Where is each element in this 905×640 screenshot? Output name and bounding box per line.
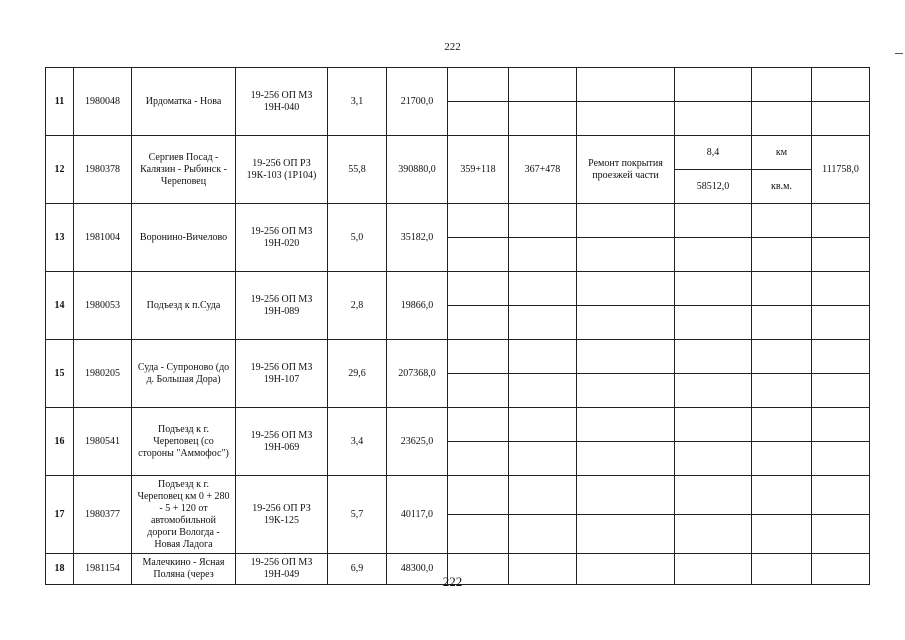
empty-cell: [577, 306, 675, 340]
empty-cell: [448, 476, 509, 515]
empty-cell: [577, 68, 675, 102]
road-area: 207368,0: [387, 340, 448, 408]
empty-cell: [577, 340, 675, 374]
empty-cell: [448, 340, 509, 374]
empty-cell: [752, 340, 812, 374]
road-id: 19-256 ОП МЗ 19Н-049: [236, 554, 328, 585]
empty-cell: [509, 340, 577, 374]
edge-mark: [895, 53, 903, 54]
row-number: 14: [46, 272, 74, 340]
road-code: 1980541: [74, 408, 132, 476]
quantity-m2: 58512,0: [675, 170, 752, 204]
road-code: 1980053: [74, 272, 132, 340]
empty-cell: [675, 408, 752, 442]
empty-cell: [812, 408, 870, 442]
road-length: 6,9: [328, 554, 387, 585]
empty-cell: [812, 68, 870, 102]
road-name: Воронино-Вичелово: [132, 204, 236, 272]
page-number-top: 222: [444, 41, 461, 53]
empty-cell: [448, 442, 509, 476]
empty-cell: [509, 374, 577, 408]
road-length: 29,6: [328, 340, 387, 408]
road-code: 1980205: [74, 340, 132, 408]
road-area: 390880,0: [387, 136, 448, 204]
road-name: Подъезд к п.Суда: [132, 272, 236, 340]
empty-cell: [675, 204, 752, 238]
empty-cell: [448, 204, 509, 238]
empty-cell: [577, 374, 675, 408]
empty-cell: [509, 476, 577, 515]
road-area: 40117,0: [387, 476, 448, 554]
table-row: [46, 476, 870, 515]
empty-cell: [812, 306, 870, 340]
road-name: Ирдоматка - Нова: [132, 68, 236, 136]
empty-cell: [752, 374, 812, 408]
empty-cell: [752, 238, 812, 272]
quantity-km: 8,4: [675, 136, 752, 170]
road-id: 19-256 ОП МЗ 19Н-020: [236, 204, 328, 272]
empty-cell: [752, 68, 812, 102]
road-length: 3,1: [328, 68, 387, 136]
cost: 111758,0: [812, 136, 870, 204]
table-row: [46, 136, 870, 170]
empty-cell: [509, 442, 577, 476]
empty-cell: [448, 408, 509, 442]
empty-cell: [812, 442, 870, 476]
empty-cell: [812, 272, 870, 306]
road-area: 23625,0: [387, 408, 448, 476]
empty-cell: [675, 272, 752, 306]
empty-cell: [448, 374, 509, 408]
road-code: 1980378: [74, 136, 132, 204]
empty-cell: [752, 306, 812, 340]
empty-cell: [752, 476, 812, 515]
road-code: 1981004: [74, 204, 132, 272]
empty-cell: [812, 340, 870, 374]
empty-cell: [752, 408, 812, 442]
empty-cell: [752, 515, 812, 554]
empty-cell: [577, 204, 675, 238]
km-to: 367+478: [509, 136, 577, 204]
empty-cell: [509, 408, 577, 442]
road-code: 1980048: [74, 68, 132, 136]
empty-cell: [752, 442, 812, 476]
road-area: 35182,0: [387, 204, 448, 272]
road-name: Малечкино - Ясная Поляна (через: [132, 554, 236, 585]
empty-cell: [812, 102, 870, 136]
road-id: 19-256 ОП МЗ 19Н-040: [236, 68, 328, 136]
road-name: Подъезд к г. Череповец (со стороны "Аммофос"): [132, 408, 236, 476]
empty-cell: [509, 204, 577, 238]
empty-cell: [675, 476, 752, 515]
row-number: 13: [46, 204, 74, 272]
empty-cell: [675, 102, 752, 136]
road-table: [45, 67, 870, 585]
road-length: 2,8: [328, 272, 387, 340]
road-length: 5,7: [328, 476, 387, 554]
road-name: Подъезд к г. Череповец км 0 + 280 - 5 + 120 от автомобильной дороги Вологда - Новая Ладога: [132, 476, 236, 554]
empty-cell: [577, 102, 675, 136]
table-row: [46, 408, 870, 442]
table-row: [46, 204, 870, 238]
road-length: 3,4: [328, 408, 387, 476]
km-from: 359+118: [448, 136, 509, 204]
road-id: 19-256 ОП РЗ 19К-125: [236, 476, 328, 554]
empty-cell: [752, 272, 812, 306]
empty-cell: [509, 102, 577, 136]
empty-cell: [577, 515, 675, 554]
unit-km: км: [752, 136, 812, 170]
empty-cell: [509, 68, 577, 102]
empty-cell: [675, 374, 752, 408]
road-id: 19-256 ОП МЗ 19Н-069: [236, 408, 328, 476]
empty-cell: [675, 515, 752, 554]
empty-cell: [448, 515, 509, 554]
empty-cell: [812, 204, 870, 238]
empty-cell: [812, 476, 870, 515]
empty-cell: [448, 238, 509, 272]
road-id: 19-256 ОП МЗ 19Н-107: [236, 340, 328, 408]
empty-cell: [752, 204, 812, 238]
road-length: 55,8: [328, 136, 387, 204]
road-id: 19-256 ОП РЗ 19К-103 (1Р104): [236, 136, 328, 204]
empty-cell: [577, 442, 675, 476]
empty-cell: [812, 515, 870, 554]
table-row: [46, 272, 870, 306]
empty-cell: [448, 102, 509, 136]
road-length: 5,0: [328, 204, 387, 272]
row-number: 17: [46, 476, 74, 554]
road-area: 19866,0: [387, 272, 448, 340]
empty-cell: [509, 306, 577, 340]
empty-cell: [577, 408, 675, 442]
table-row: [46, 340, 870, 374]
empty-cell: [509, 238, 577, 272]
empty-cell: [675, 442, 752, 476]
empty-cell: [577, 238, 675, 272]
empty-cell: [675, 306, 752, 340]
page-number-bottom: 222: [442, 574, 463, 589]
row-number: 15: [46, 340, 74, 408]
empty-cell: [448, 272, 509, 306]
road-area: 48300,0: [387, 554, 448, 585]
empty-cell: [448, 306, 509, 340]
table-row: [46, 68, 870, 102]
unit-m2: кв.м.: [752, 170, 812, 204]
road-name: Суда - Супроново (до д. Большая Дора): [132, 340, 236, 408]
empty-cell: [577, 476, 675, 515]
empty-cell: [752, 102, 812, 136]
empty-cell: [675, 238, 752, 272]
empty-cell: [577, 272, 675, 306]
empty-cell: [812, 374, 870, 408]
road-code: 1980377: [74, 476, 132, 554]
empty-cell: [448, 68, 509, 102]
row-number: 11: [46, 68, 74, 136]
road-name: Сергиев Посад - Калязин - Рыбинск - Череповец: [132, 136, 236, 204]
empty-cell: [509, 515, 577, 554]
row-number: 16: [46, 408, 74, 476]
empty-cell: [675, 340, 752, 374]
row-number: 18: [46, 554, 74, 585]
empty-cell: [675, 68, 752, 102]
empty-cell: [509, 272, 577, 306]
road-area: 21700,0: [387, 68, 448, 136]
road-code: 1981154: [74, 554, 132, 585]
empty-cell: [812, 238, 870, 272]
road-id: 19-256 ОП МЗ 19Н-089: [236, 272, 328, 340]
row-number: 12: [46, 136, 74, 204]
work-type: Ремонт покрытия проезжей части: [577, 136, 675, 204]
